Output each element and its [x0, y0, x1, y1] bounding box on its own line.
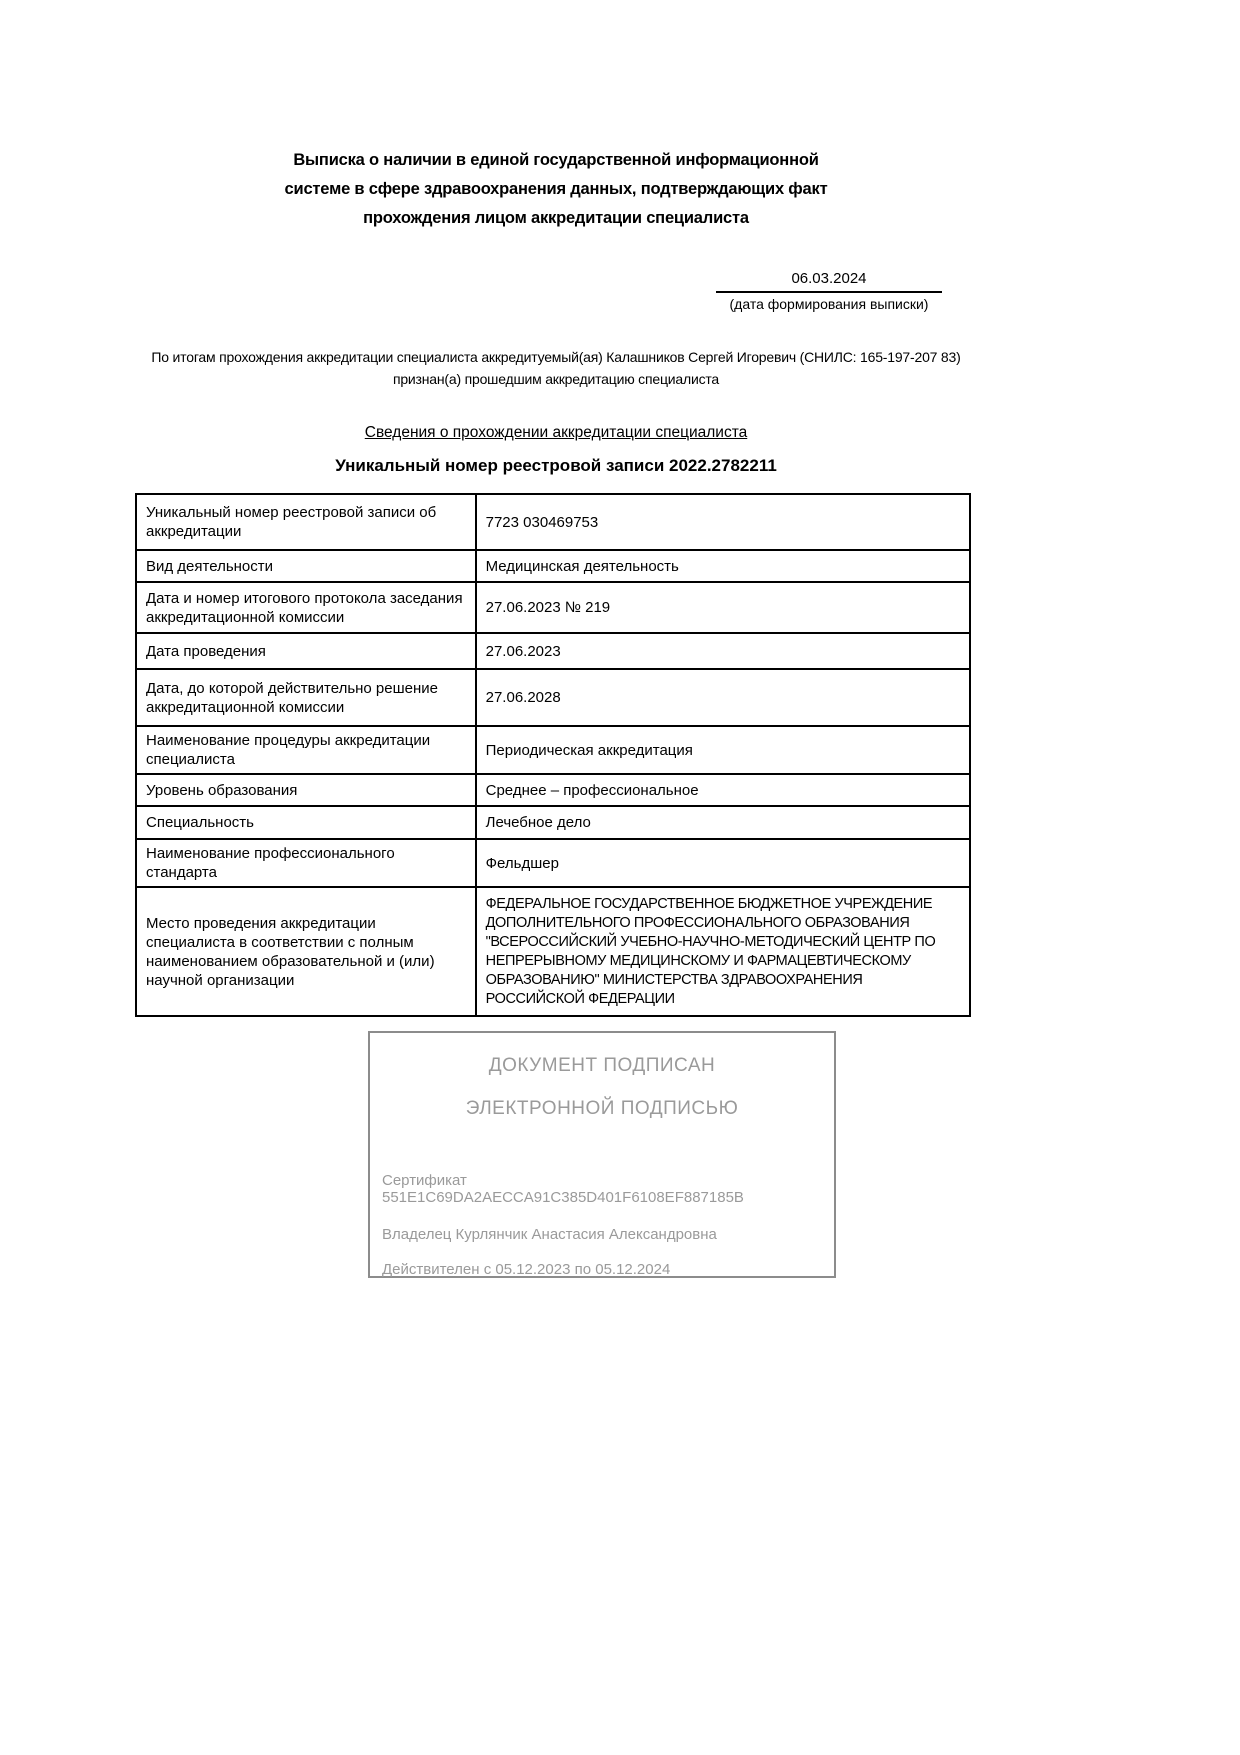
row-label: Наименование процедуры аккредитации специалиста [136, 726, 476, 774]
table-row-organization [136, 887, 970, 1016]
row-value: Лечебное дело [476, 806, 970, 839]
row-label: Уровень образования [136, 774, 476, 806]
row-label: Место проведения аккредитации специалиста в соответствии с полным наименованием образовательной и (или) научной организации [136, 887, 476, 1016]
row-value: 27.06.2023 № 219 [476, 582, 970, 633]
document-title [135, 146, 977, 233]
row-value: 7723 030469753 [476, 494, 970, 550]
signature-validity: Действителен с 05.12.2023 по 05.12.2024 [382, 1261, 671, 1278]
extract-date-block [716, 270, 942, 312]
title-line-1: Выписка о наличии в единой государственной информационной [293, 151, 819, 169]
row-value: ФЕДЕРАЛЬНОЕ ГОСУДАРСТВЕННОЕ БЮДЖЕТНОЕ УЧРЕЖДЕНИЕ ДОПОЛНИТЕЛЬНОГО ПРОФЕССИОНАЛЬНОГО ОБРАЗОВАНИЯ "ВСЕРОССИЙСКИЙ УЧЕБНО-НАУЧНО-МЕТОДИЧЕСКИЙ ЦЕНТР ПО НЕПРЕРЫВНОМУ МЕДИЦИНСКОМУ И ФАРМАЦЕВТИЧЕСКОМУ ОБРАЗОВАНИЮ" МИНИСТЕРСТВА ЗДРАВООХРАНЕНИЯ РОССИЙСКОЙ ФЕДЕРАЦИИ [476, 887, 970, 1016]
row-value: Медицинская деятельность [476, 550, 970, 582]
table-row-professional-standard [136, 839, 970, 887]
table-row-procedure-name [136, 726, 970, 774]
title-line-2: системе в сфере здравоохранения данных, подтверждающих факт [284, 180, 828, 198]
row-label: Дата и номер итогового протокола заседания аккредитационной комиссии [136, 582, 476, 633]
row-value: Среднее – профессиональное [476, 774, 970, 806]
signature-header-line1: ДОКУМЕНТ ПОДПИСАН [488, 1055, 716, 1076]
row-label: Уникальный номер реестровой записи об аккредитации [136, 494, 476, 550]
row-value: 27.06.2028 [476, 669, 970, 726]
title-line-3: прохождения лицом аккредитации специалиста [363, 209, 749, 227]
table-row-activity-type [136, 550, 970, 582]
accreditation-details-table [135, 493, 971, 1017]
row-value: 27.06.2023 [476, 633, 970, 669]
table-row-registry-number [136, 494, 970, 550]
table-row-education-level [136, 774, 970, 806]
signature-certificate: Сертификат 551E1C69DA2AECCA91C385D401F6108EF887185B [382, 1172, 744, 1206]
row-label: Наименование профессионального стандарта [136, 839, 476, 887]
row-value: Периодическая аккредитация [476, 726, 970, 774]
table-row-protocol [136, 582, 970, 633]
registry-number-heading: Уникальный номер реестровой записи 2022.2782211 [335, 456, 777, 475]
electronic-signature-stamp [368, 1031, 836, 1278]
row-label: Вид деятельности [136, 550, 476, 582]
section-heading: Сведения о прохождении аккредитации специалиста [364, 424, 748, 441]
table-row-valid-until [136, 669, 970, 726]
table-row-date-held [136, 633, 970, 669]
accreditation-result-paragraph: По итогам прохождения аккредитации специалиста аккредитуемый(ая) Калашников Сергей Игоревич (СНИЛС: 165-197-207 83) признан(а) прошедшим аккредитацию специалиста [151, 349, 961, 387]
signature-owner: Владелец Курлянчик Анастасия Александровна [382, 1226, 717, 1243]
extract-date-caption: (дата формирования выписки) [729, 296, 929, 312]
row-value: Фельдшер [476, 839, 970, 887]
table-row-specialty [136, 806, 970, 839]
extract-date: 06.03.2024 [716, 270, 942, 293]
row-label: Дата, до которой действительно решение аккредитационной комиссии [136, 669, 476, 726]
row-label: Специальность [136, 806, 476, 839]
row-label: Дата проведения [136, 633, 476, 669]
signature-header-line2: ЭЛЕКТРОННОЙ ПОДПИСЬЮ [465, 1098, 739, 1119]
